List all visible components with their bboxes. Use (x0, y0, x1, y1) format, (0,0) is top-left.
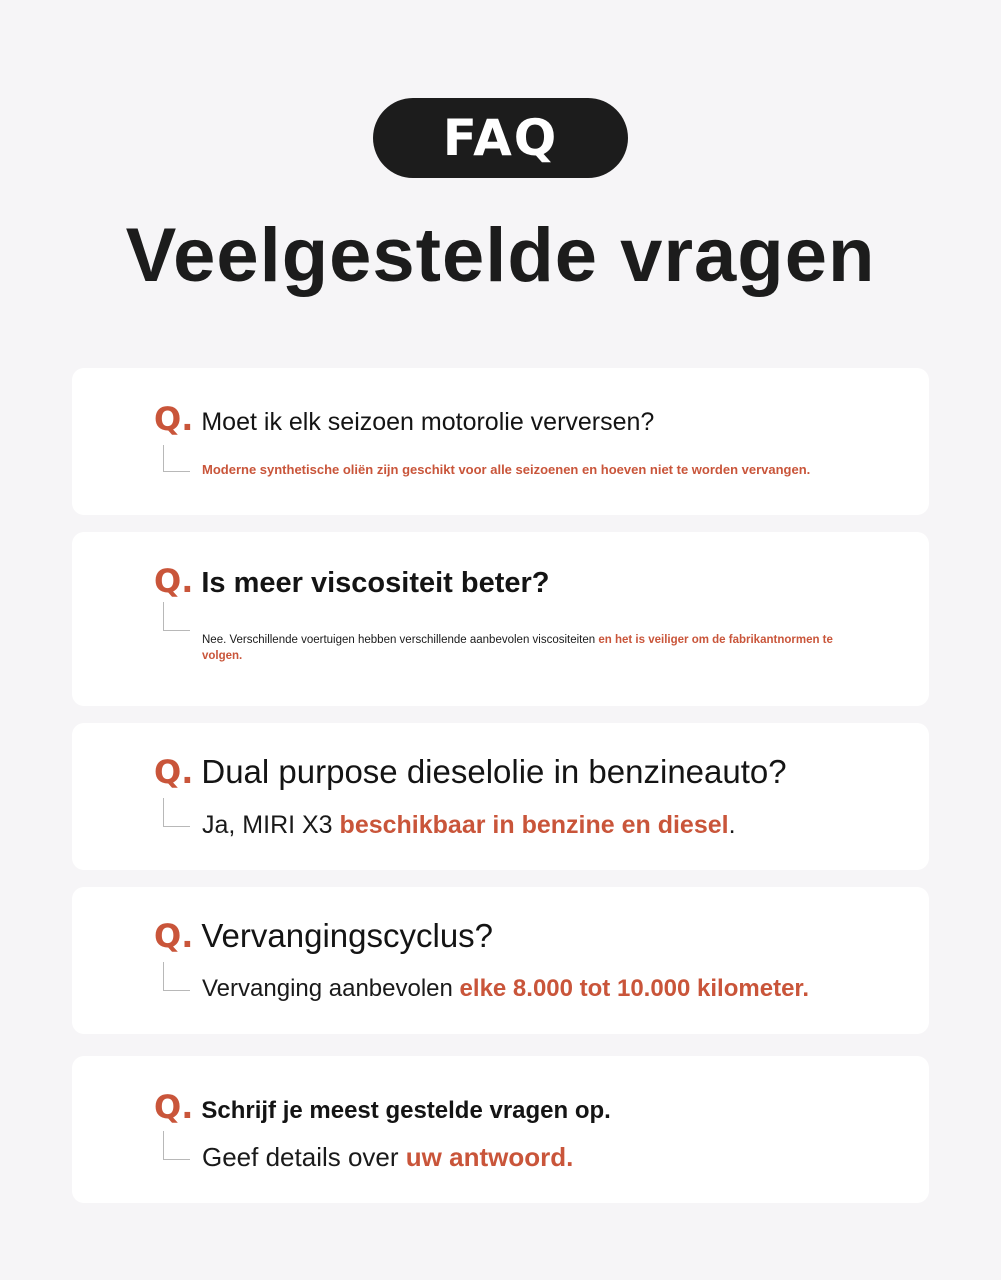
faq-question: Schrijf je meest gestelde vragen op. (201, 1097, 611, 1124)
faq-question: Vervangingscyclus? (201, 917, 494, 954)
faq-question: Dual purpose dieselolie in benzineauto? (201, 753, 787, 790)
connector-icon (163, 445, 190, 472)
answer-highlight: Moderne synthetische oliën zijn geschikt voor alle seizoenen en hoeven niet te worden vervangen. (202, 462, 811, 477)
q-mark-icon: Q. (154, 917, 194, 955)
connector-icon (163, 1131, 190, 1160)
q-mark-icon: Q. (154, 753, 194, 791)
faq-item (72, 532, 929, 706)
faq-item (72, 887, 929, 1034)
faq-answer: Nee. Verschillende voertuigen hebben verschillende aanbevolen viscositeiten en het is veiliger om de fabrikantnormen te volgen. (202, 634, 833, 662)
answer-highlight: en het is veiliger om de fabrikantnormen te volgen. (202, 634, 833, 662)
faq-badge (373, 98, 628, 178)
faq-badge-label: FAQ (442, 109, 559, 167)
q-mark-icon: Q. (154, 400, 194, 438)
answer-highlight: beschikbaar in benzine en diesel (339, 811, 729, 839)
connector-icon (163, 602, 190, 631)
answer-highlight: elke 8.000 tot 10.000 kilometer. (459, 975, 810, 1002)
faq-answer (202, 462, 810, 477)
page-title: Veelgestelde vragen (125, 213, 876, 298)
faq-answer: Ja, MIRI X3 beschikbaar in benzine en diesel. (202, 811, 736, 839)
connector-icon (163, 962, 190, 991)
faq-item (72, 723, 929, 870)
q-mark-icon: Q. (154, 1088, 194, 1126)
faq-item (72, 1056, 929, 1203)
faq-item (72, 368, 929, 515)
faq-answer: Vervanging aanbevolen elke 8.000 tot 10.000 kilometer. (202, 975, 810, 1002)
connector-icon (163, 798, 190, 827)
q-mark-icon: Q. (154, 562, 194, 600)
answer-highlight: uw antwoord. (405, 1142, 574, 1172)
faq-question: Moet ik elk seizoen motorolie verversen? (201, 408, 655, 436)
faq-question: Is meer viscositeit beter? (201, 567, 550, 599)
faq-answer: Geef details over uw antwoord. (202, 1142, 574, 1172)
